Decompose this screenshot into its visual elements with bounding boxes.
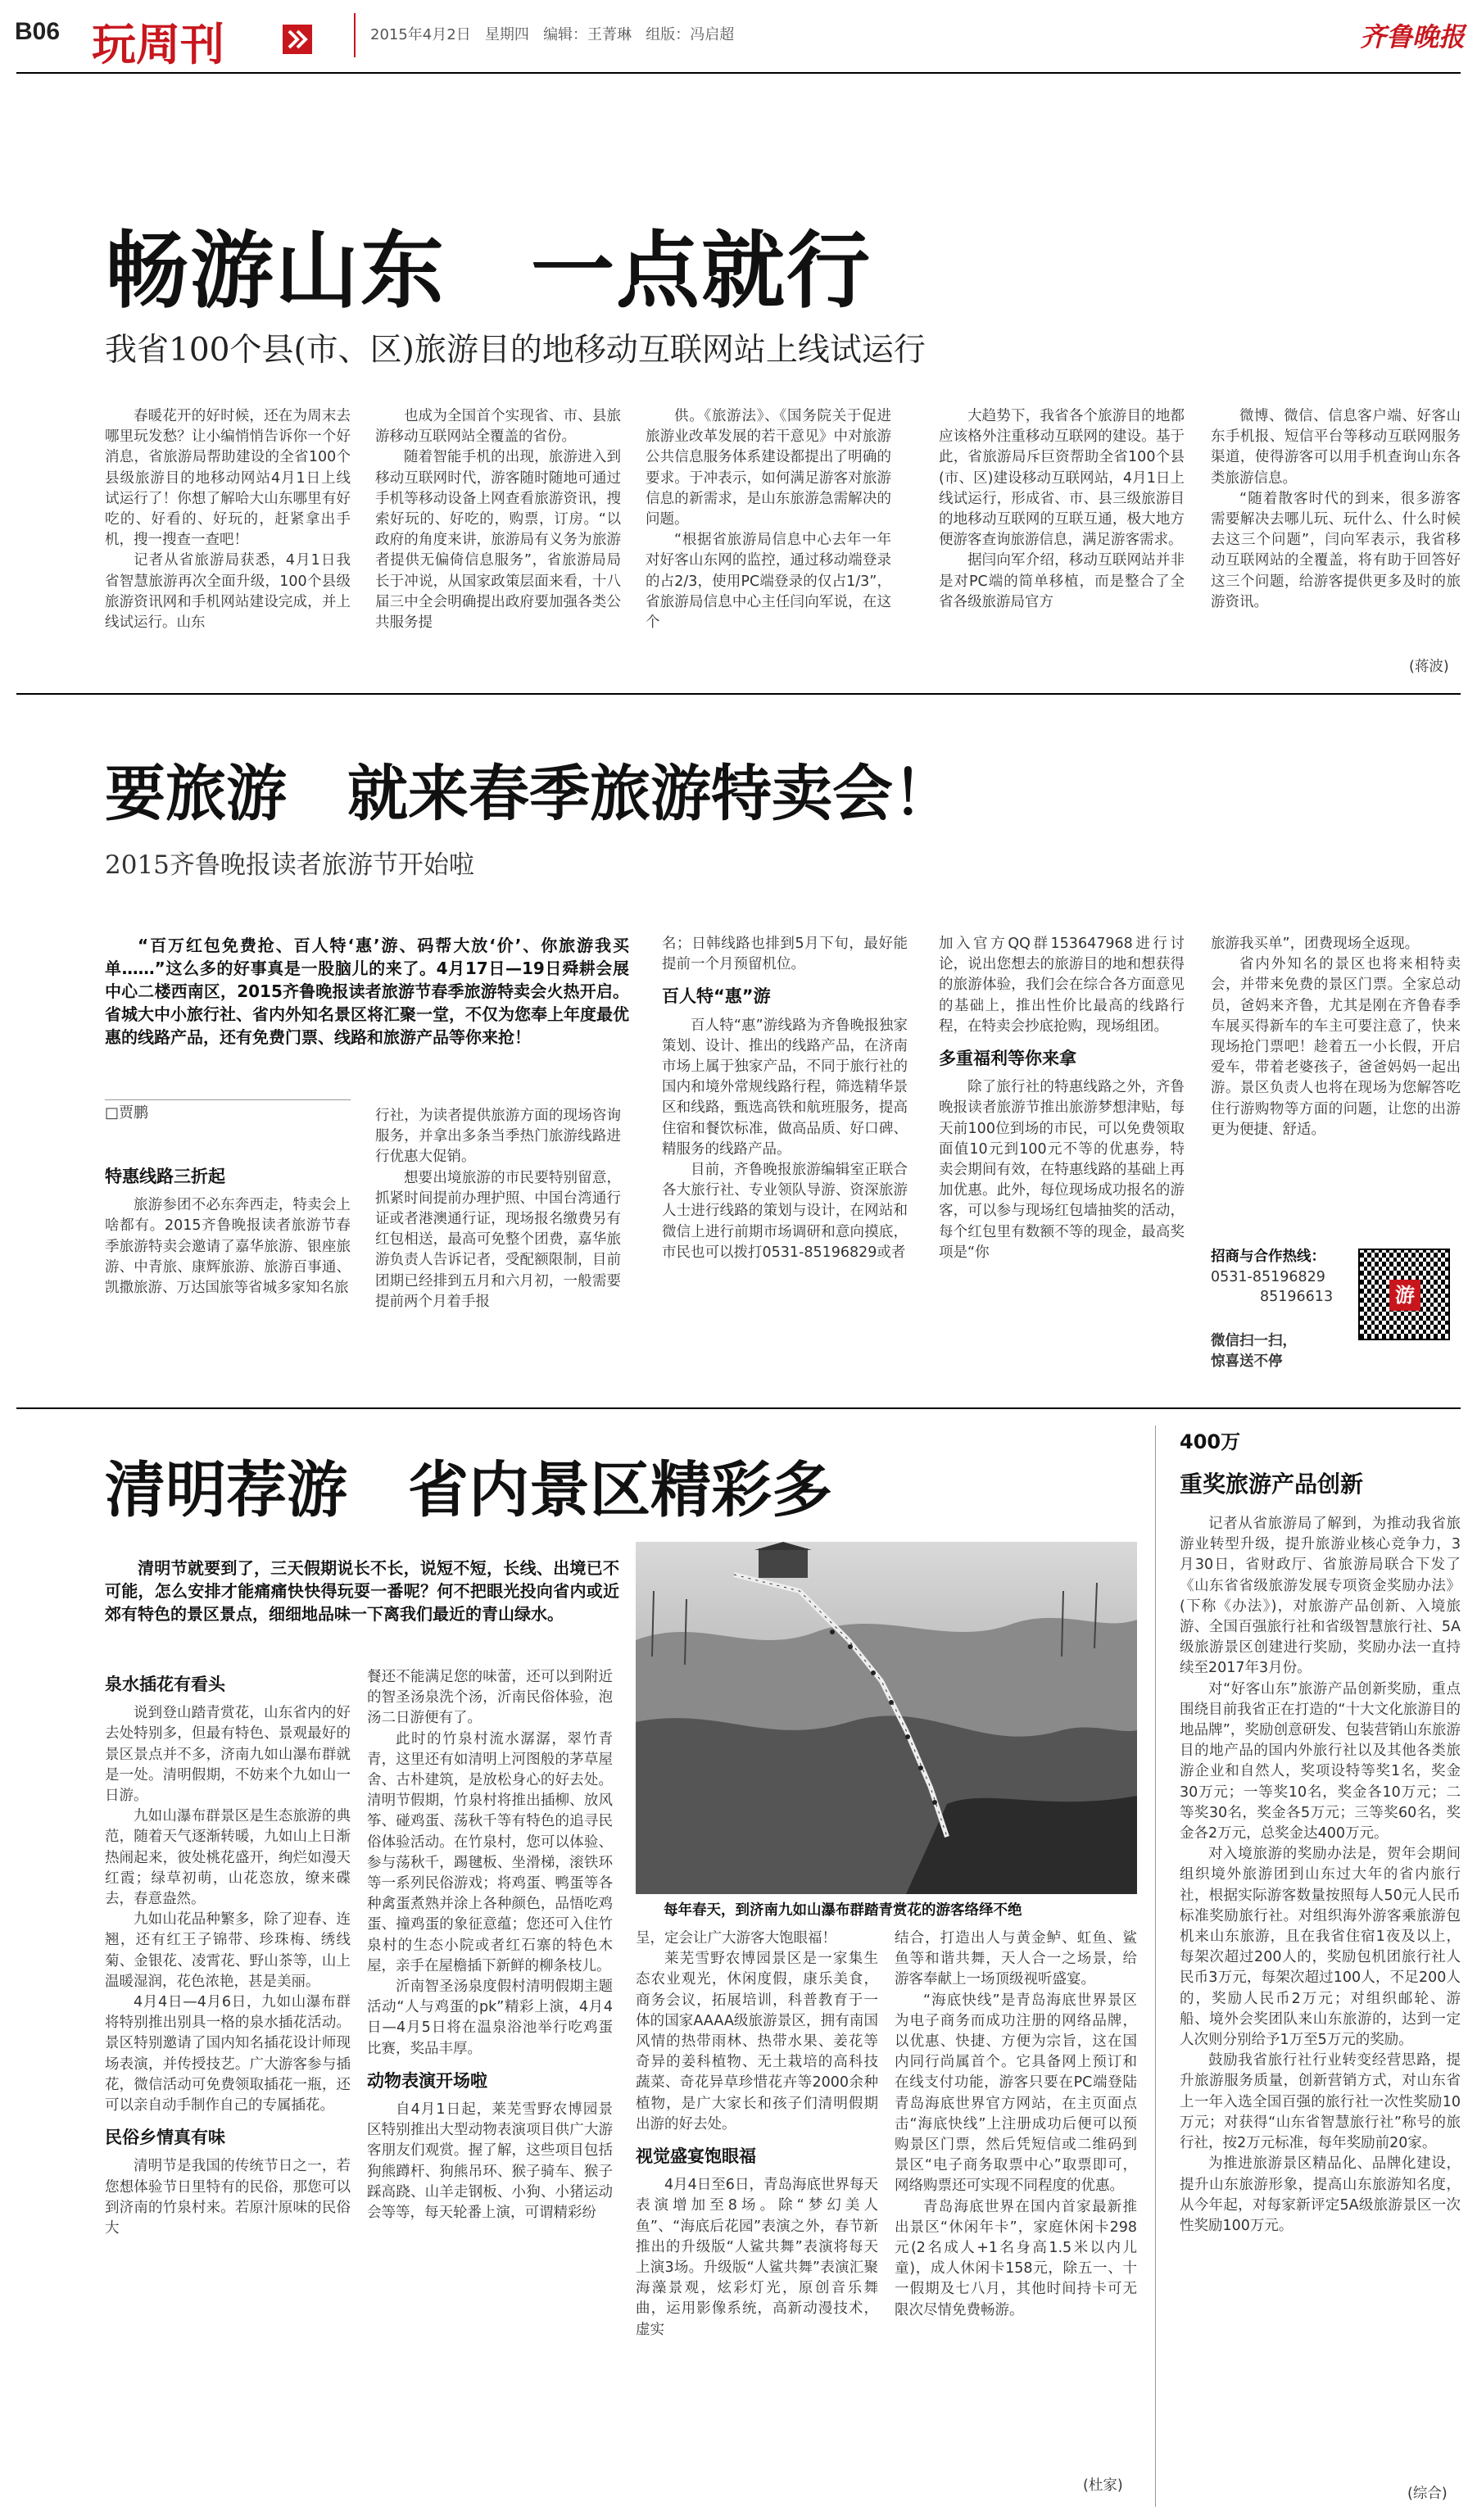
article-2-author: □贾鹏 [105,1104,149,1122]
article-2-column-5: 旅游我买单”，团费现场全返现。 省内外知名的景区也将来相特卖会，并带来免费的景区门票。全家总动员，爸妈来齐鲁，尤其是刚在齐鲁春季车展买得新车的车主可要注意了，快来现场抢门票吧！趁着五一小长假，开启爱车，带着老婆孩子，爸爸妈妈一起出游。景区负责人也将在现场为您解答吃住行游购物等方面的问题，让您的出游更为便捷、舒适。 [1211,936,1461,1138]
article-2-column-1: 特惠线路三折起 旅游参团不必东奔西走，特卖会上啥都有。2015齐鲁晚报读者旅游节春季旅游特卖会邀请了嘉华旅游、银座旅游、中青旅、康辉旅游、旅游百事通、凯撒旅游、万达国旅等省城多家知名旅 [105,1167,351,1297]
article-2-subtitle: 2015齐鲁晚报读者旅游节开始啦 [105,850,474,880]
waterfall-photo [636,1542,1137,1894]
article-2-column-2: 行社，为读者提供旅游方面的现场咨询服务，并拿出多条当季热门旅游线路进行优惠大促销。 想要出境旅游的市民要特别留意，抓紧时间提前办理护照、中国台湾通行证或者港澳通行证，现场报名缴费另有红包相送，最高可免整个团费，嘉华旅游负责人告诉记者，受配额限制，目前团期已经排到五月和六月初，一般需要提前两个月着手报 [375,1108,621,1310]
article-3-column-2: 餐还不能满足您的味蕾，还可以到附近的智圣汤泉洗个汤，沂南民俗体验，泡汤二日游便有了。 此时的竹泉村流水潺潺，翠竹青青，这里还有如清明上河图般的茅草屋舍、古朴建筑，是放松身心的好去处。清明节假期，竹泉村将推出插柳、放风筝、碰鸡蛋、荡秋千等有特色的追寻民俗体验活动。在竹泉村，您可以体验、参与荡秋千，踢毽板、坐滑梯，滚铁环等一系列民俗游戏；将鸡蛋、鸭蛋等各种禽蛋煮熟并涂上各种颜色，品悟吃鸡蛋、撞鸡蛋的象征意蕴；您还可入住竹泉村的生态小院或者红石寨的特色木屋，亲手在屋檐插下新鲜的柳条枝儿。 沂南智圣汤泉度假村清明假期主题活动“人与鸡蛋的pk”精彩上演，4月4日—4月5日将在温泉浴池举行吃鸡蛋比赛，奖品丰厚。 动物表演开场啦 自4月1日起，莱芜雪野农博园景区特别推出大型动物表演项目供广大游客朋友们观赏。握了解，这些项目包括狗熊蹲杆、狗熊吊环、猴子骑车、猴子踩高跷、山羊走钢板、小狗、小猪运动会等等，每天轮番上演，可谓精彩纷 [367,1669,613,2222]
layout-credit: 组版：冯启超 [646,26,735,43]
article-2-column-3: 名；日韩线路也排到5月下旬，最好能提前一个月预留机位。 百人特“惠”游 百人特“惠”游线路为齐鲁晚报独家策划、设计、推出的线路产品，在济南市场上属于独家产品，不同于旅行社的国内和境外常规线路行程，筛选精华景区和线路，甄选高铁和航班服务，提高住宿和餐饮标准，做高品质、好口碑、精服务的线路产品。 目前，齐鲁晚报旅游编辑室正联合各大旅行社、专业领队导游、资深旅游人士进行线路的策划与设计，在网站和微信上进行前期市场调研和意向摸底，市民也可以拨打0531-85196829或者 [662,936,908,1261]
subhead-hundred-people: 百人特“惠”游 [662,986,771,1007]
page-number: B06 [15,18,61,45]
lead-rule [105,1099,351,1100]
issue-date: 2015年4月2日 [370,26,471,43]
section-title: 玩周刊 [92,19,224,70]
contact-heading: 招商与合作热线： [1211,1249,1325,1265]
newspaper-logo: 齐鲁晚报 [1360,21,1466,52]
header-rule [16,72,1461,74]
article-3-lead: 清明节就要到了，三天假期说长不长，说短不短，长线、出境已不可能，怎么安排才能痛痛快快得玩耍一番呢？何不把眼光投向省内或近郊有特色的景区景点，细细地品味一下离我们最近的青山绿水。 [105,1558,619,1624]
article-4-kicker: 400万 [1180,1430,1241,1453]
issue-weekday: 星期四 [484,26,529,43]
section-divider [16,693,1461,695]
article-3-column-3: 呈，定会让广大游客大饱眼福！ 莱芜雪野农博园景区是一家集生态农业观光，休闲度假，康乐美食，商务会议，拓展培训，科普教育于一体的国家AAAA级旅游景区，拥有南国风情的热带雨林、热带水果、姜花等奇异的姜科植物、无土栽培的高科技蔬菜、奇花异草珍惜花卉等2000余种植物，是广大家长和孩子们清明假期出游的好去处。 视觉盛宴饱眼福 4月4日至6日，青岛海底世界每天表演增加至8场。除“梦幻美人鱼”、“海底后花园”表演之外，春节新推出的升级版“人鲨共舞”表演将每天上演3场。升级版“人鲨共舞”表演汇聚海藻景观，炫彩灯光，原创音乐舞曲，运用影像系统，高新动漫技术，虚实 [636,1930,878,2338]
subhead-discount-routes: 特惠线路三折起 [105,1167,225,1186]
article-1-byline: (蒋波) [1409,659,1449,675]
article-1-column-2: 也成为全国首个实现省、市、县旅游移动互联网站全覆盖的省份。 随着智能手机的出现，旅游进入到移动互联网时代，游客随时随地可通过手机等移动设备上网查看旅游资讯，搜索好玩的、好吃的，购票，订房。“以政府的角度来讲，旅游局有义务为旅游者提供无偏倚信息服务”，省旅游局局长于冲说，从国家政策层面来看，十八届三中全会明确提出政府要加强各类公共服务提 [375,408,621,632]
article-2-column-4: 加入官方QQ群153647968进行讨论，说出您想去的旅游目的地和想获得的旅游体验，我们会在综合各方面意见的基础上，推出性价比最高的线路行程，在特卖会抄底抢购，现场组团。 多重福利等你来拿 除了旅行社的特惠线路之外，齐鲁晚报读者旅游节推出旅游梦想津贴，每天前100位到场的市民，可以免费领取面值10元到100元不等的优惠券，特卖会期间有效，在特惠线路的基础上再加优惠。此外，每位现场成功报名的游客，可以参与现场红包墙抽奖的活动，每个红包里有数额不等的现金，最高奖项是“你 [939,936,1185,1261]
article-2-lead: “百万红包免费抢、百人特‘惠’游、码帮大放‘价’、你旅游我买单……”这么多的好事真是一股脑儿的来了。4月17日—19日舜耕会展中心二楼西南区，2015齐鲁晚报读者旅游节春季旅游特卖会火热开启。省城大中小旅行社、省内外知名景区将汇聚一堂，不仅为您奉上年度最优惠的线路产品，还有免费门票、线路和旅游产品等你来抢！ [105,936,629,1047]
section-divider [16,1407,1461,1409]
article-4-byline: (综合) [1407,2486,1448,2502]
page-header [0,0,1477,72]
contact-phone-2: 85196613 [1260,1289,1334,1305]
wechat-qr-code[interactable] [1358,1249,1450,1340]
qr-badge: 游 [1389,1280,1420,1311]
article-1-column-3: 供。《旅游法》、《国务院关于促进旅游业改革发展的若干意见》中对旅游公共信息服务体系建设都提出了明确的要求。于冲表示，如何满足游客对旅游信息的新需求，是山东旅游急需解决的问题。 “根据省旅游局信息中心去年一年对好客山东网的监控，通过移动端登录的占2/3，使用PC端登录的仅占1/3”，省旅游局信息中心主任闫向军说，在这个 [646,408,891,632]
photo-caption: 每年春天，到济南九如山瀑布群踏青赏花的游客络绎不绝 [664,1902,1022,1919]
wechat-line-1: 微信扫一扫， [1211,1333,1297,1349]
header-divider [354,13,356,57]
contact-box [1211,1245,1461,1389]
article-1-subtitle: 我省100个县(市、区)旅游目的地移动互联网站上线试运行 [105,332,926,369]
article-3-byline: (杜家) [1083,2477,1123,2494]
article-1-column-5: 微博、微信、信息客户端、好客山东手机报、短信平台等移动互联网服务渠道，使得游客可以用手机查询山东各类旅游信息。 “随着散客时代的到来，很多游客需要解决去哪儿玩、玩什么、什么时候去这三个问题”，闫向军表示，我省移动互联网站的全覆盖，将有助于回答好这三个问题，给游客提供更多及时的旅游资讯。 [1211,408,1461,610]
contact-phone-1: 0531-85196829 [1211,1269,1325,1285]
section-arrow-icon [283,25,312,54]
article-4-body: 记者从省旅游局了解到，为推动我省旅游业转型升级，提升旅游业核心竞争力，3月30日，省财政厅、省旅游局联合下发了《山东省省级旅游发展专项资金奖励办法》(下称《办法》)，对旅游产品创新、入境旅游、全国百强旅行社和省级智慧旅行社、5A级旅游景区创建进行奖励，奖励办法一直持续至2017年3月份。 对“好客山东”旅游产品创新奖励，重点围绕目前我省正在打造的“十大文化旅游目的地品牌”，奖励创意研发、包装营销山东旅游目的地产品的国内外旅行社以及其他各类旅游企业和自然人，奖项设特等奖1名，奖金30万元；一等奖10名，奖金各10万元；二等奖30名，奖金各5万元；三等奖60名，奖金各2万元，总奖金达400万元。 对入境旅游的奖励办法是，贺年会期间组织境外旅游团到山东过大年的省内旅行社，根据实际游客数量按照每人50元人民币标准奖励旅行社。对组织海外游客乘旅游包机来山东旅游，且在我省住宿1夜及以上，每架次超过200人的，奖励包机团旅行社人民币3万元，每架次超过100人，不足200人的，奖励人民币2万元；对组织邮轮、游船、境外会奖团队来山东旅游的，达到一定人次则分别给予1万至5万元的奖励。 鼓励我省旅行社行业转变经营思路，提升旅游服务质量，创新营销方式，对山东省上一年入选全国百强的旅行社一次性奖励10万元；对获得“山东省智慧旅行社”称号的旅行社，按2万元标准，每年奖励前20家。 为推进旅游景区精品化、品牌化建设，提升山东旅游形象，提高山东旅游知名度，从今年起，对每家新评定5A级旅游景区一次性奖励100万元。 [1180,1516,1461,2234]
article-3-column-1: 泉水插花有看头 说到登山踏青赏花，山东省内的好去处特别多，但最有特色、景观最好的景区景点并不多，济南九如山瀑布群就是一处。清明假期，不妨来个九如山一日游。 九如山瀑布群景区是生态旅游的典范，随着天气逐渐转暖，九如山上日渐热闹起来，彼处桃花盛开，绚烂如漫天红霞；绿草初萌，山花恣放，缭来碟去，春意盎然。 九如山花品种繁多，除了迎春、连翘，还有红王子锦带、珍珠梅、绣线菊、金银花、凌霄花、野山茶等，山上温暖湿润，花色浓艳，甚是美丽。 4月4日—4月6日，九如山瀑布群将特别推出别具一格的泉水插花活动。景区特别邀请了国内知名插花设计师现场表演，并传授技艺。广大游客参与插花，微信活动可免费领取插花一瓶，还可以亲自动手制作自己的专属插花。 民俗乡情真有味 清明节是我国的传统节日之一，若您想体验节日里特有的民俗，那您可以到济南的竹泉村来。若原汁原味的民俗大 [105,1675,351,2237]
article-1-title: 畅游山东 一点就行 [105,223,872,320]
editor-credit: 编辑：王菁琳 [543,26,632,43]
article-3-column-4: 结合，打造出人与黄金鲈、虹鱼、鲨鱼等和谐共舞，天人合一之场景，给游客奉献上一场顶级视听盛宴。 “海底快线”是青岛海底世界景区为电子商务而成功注册的网络品牌，以优惠、快捷、方便为宗旨，这在国内同行尚属首个。它具备网上预订和在线支付功能，游客只要在PC端登陆青岛海底世界官方网站，在主页面点击“海底快线”上注册成功后便可以预购景区门票，然后凭短信或二维码到景区“电子商务取票中心”取票即可，网络购票还可实现不同程度的优惠。 青岛海底世界在国内首家最新推出景区“休闲年卡”，家庭休闲卡298元(2名成人+1名身高1.5米以内儿童)，成人休闲卡158元，除五一、十一假期及七八月，其他时间持卡可无限次尽情免费畅游。 [895,1930,1137,2318]
sidebar-divider [1155,1425,1156,2507]
subhead-welfare: 多重福利等你来拿 [939,1049,1076,1069]
article-3-title: 清明荐游 省内景区精彩多 [105,1455,832,1525]
header-meta [370,23,734,44]
wechat-line-2: 惊喜送不停 [1211,1353,1283,1370]
article-1-column-1: 春暖花开的好时候，还在为周末去哪里玩发愁？让小编悄悄告诉你一个好消息，省旅游局帮助建设的全省100个县级旅游目的地移动网站4月1日上线试运行了！你想了解哈大山东哪里有好吃的、好看的、好玩的，赶紧拿出手机，搜一搜查一查吧！ 记者从省旅游局获悉，4月1日我省智慧旅游再次全面升级，100个县级旅游资讯网和手机网站建设完成，并上线试运行。山东 [105,408,351,632]
article-1-column-4: 大趋势下，我省各个旅游目的地都应该格外注重移动互联网的建设。基于此，省旅游局斥巨资帮助全省100个县(市、区)建设移动互联网站，4月1日上线试运行，形成省、市、县三级旅游目的地移动互联网的互联互通，极大地方便游客查询旅游信息，满足游客需求。 据闫向军介绍，移动互联网站并非是对PC端的简单移植，而是整合了全省各级旅游局官方 [939,408,1185,610]
article-2-title: 要旅游 就来春季旅游特卖会！ [105,759,954,829]
article-4-title: 重奖旅游产品创新 [1180,1471,1364,1498]
